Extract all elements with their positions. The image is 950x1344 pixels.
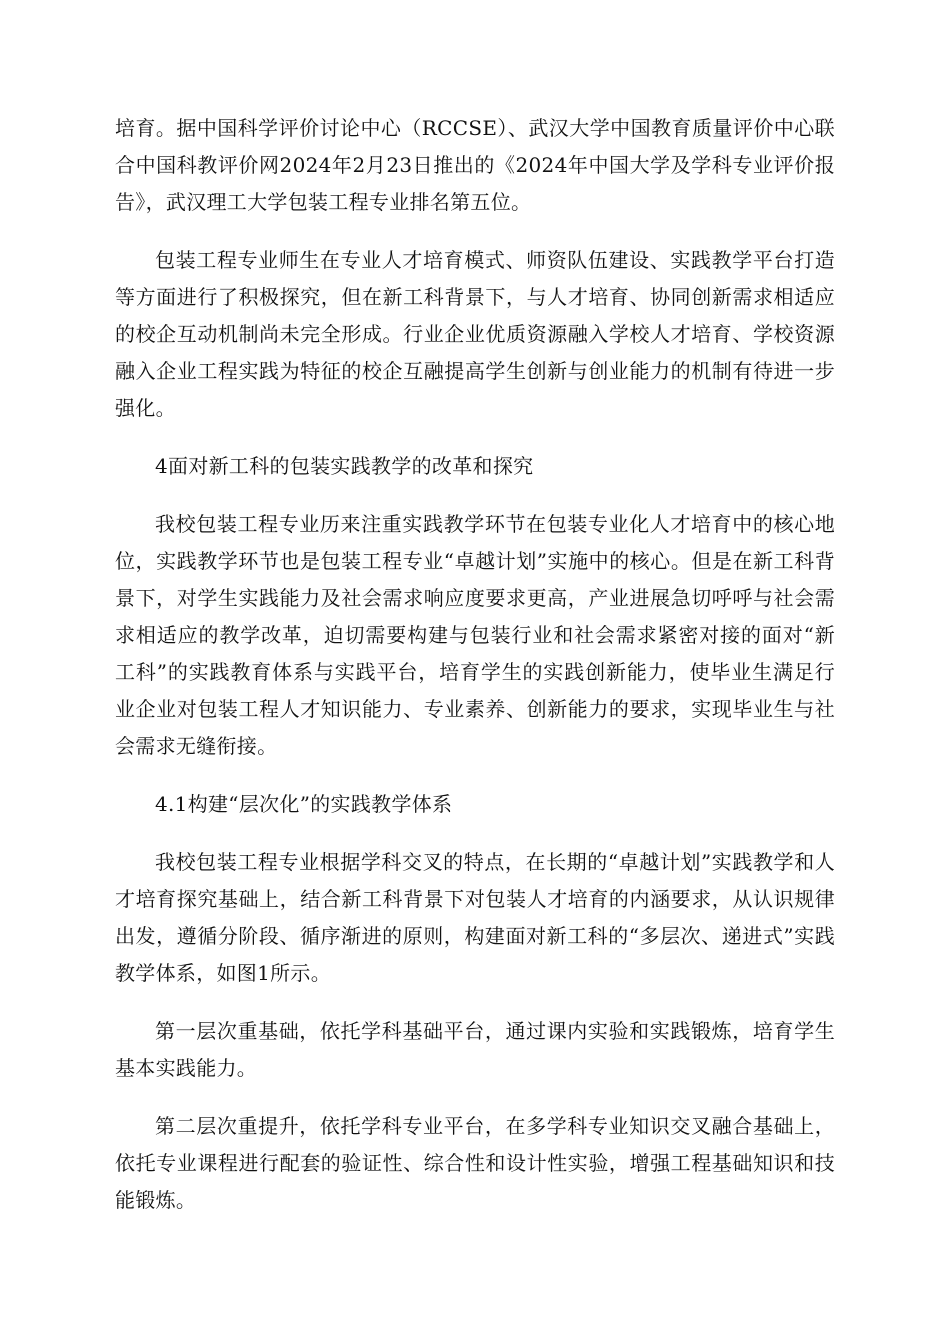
section-heading-4-1: 4.1构建“层次化”的实践教学体系 [155,792,453,816]
paragraph-school-enterprise: 包装工程专业师生在专业人才培育模式、师资队伍建设、实践教学平台打造等方面进行了积极探究，但在新工科背景下，与人才培育、协同创新需求相适应的校企互动机制尚未完全形成。行业企业优质资源融入学校人才培育、学校资源融入企业工程实践为特征的校企互融提高学生创新与创业能力的机制有待进一步强化。 [115,248,835,420]
paragraph-continuation: 培育。据中国科学评价讨论中心（RCCSE）、武汉大学中国教育质量评价中心联合中国科教评价网2024年2月23日推出的《2024年中国大学及学科专业评价报告》，武汉理工大学包装工程专业排名第五位。 [115,116,835,214]
paragraph-level-one: 第一层次重基础，依托学科基础平台，通过课内实验和实践锻炼，培育学生基本实践能力。 [115,1019,835,1080]
paragraph-teaching-system: 我校包装工程专业根据学科交叉的特点，在长期的“卓越计划”实践教学和人才培育探究基础上，结合新工科背景下对包装人才培育的内涵要求，从认识规律出发，遵循分阶段、循序渐进的原则，构建面对新工科的“多层次、递进式”实践教学体系，如图1所示。 [115,850,835,985]
paragraph-level-two: 第二层次重提升，依托学科专业平台，在多学科专业知识交叉融合基础上，依托专业课程进行配套的验证性、综合性和设计性实验，增强工程基础知识和技能锻炼。 [115,1114,835,1212]
paragraph-practice-teaching: 我校包装工程专业历来注重实践教学环节在包装专业化人才培育中的核心地位，实践教学环节也是包装工程专业“卓越计划”实施中的核心。但是在新工科背景下，对学生实践能力及社会需求响应度要求更高，产业进展急切呼呼与社会需求相适应的教学改革，迫切需要构建与包装行业和社会需求紧密对接的面对“新工科”的实践教育体系与实践平台，培育学生的实践创新能力，使毕业生满足行业企业对包装工程人才知识能力、专业素养、创新能力的要求，实现毕业生与社会需求无缝衔接。 [115,512,835,758]
document-body [115,110,835,1240]
section-heading-4: 4面对新工科的包装实践教学的改革和探究 [155,454,534,478]
